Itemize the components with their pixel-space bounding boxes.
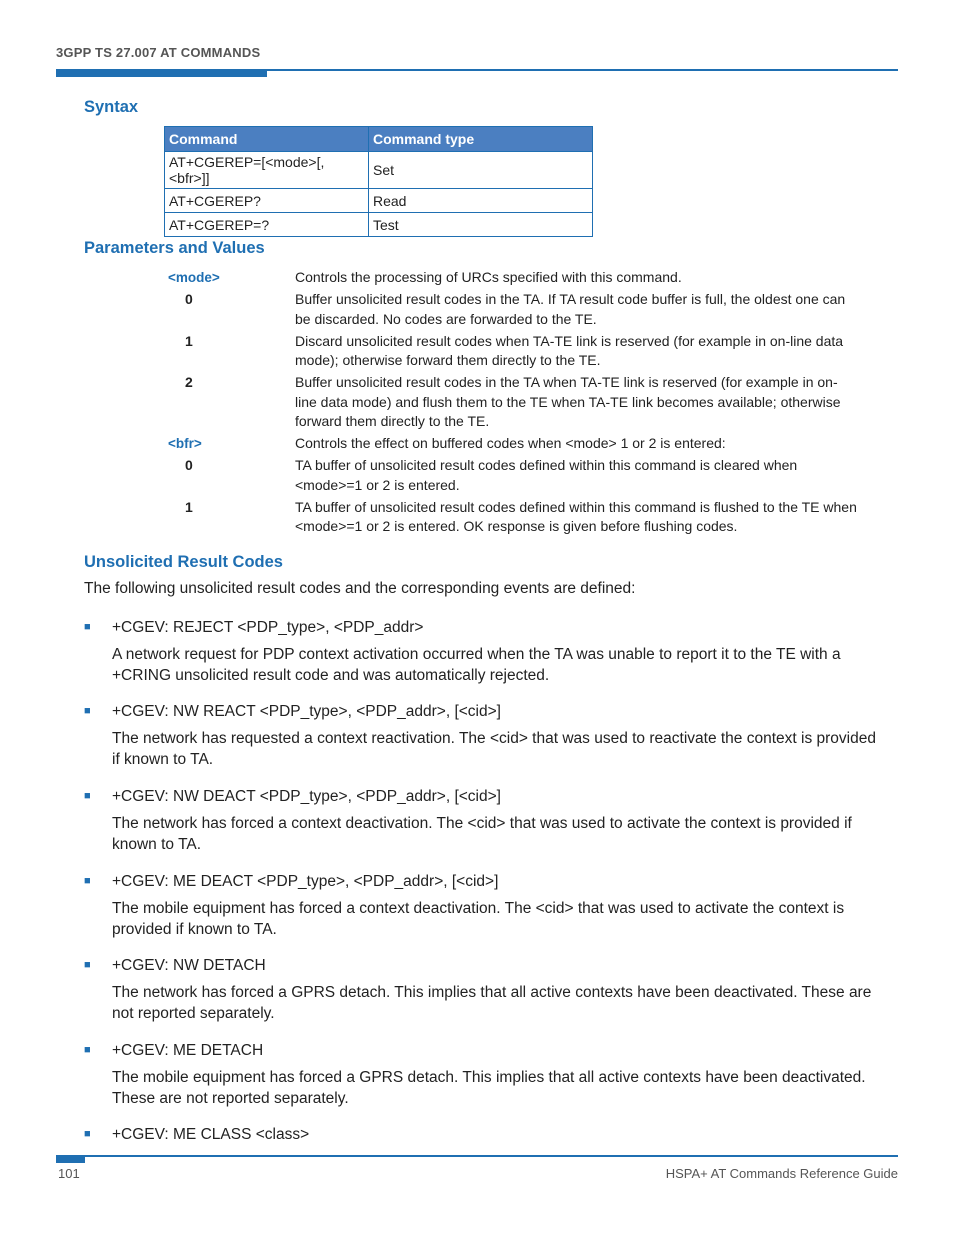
page-number: 101 [58,1166,80,1181]
list-item [84,786,884,855]
table-row [165,189,593,213]
syntax-table [164,126,593,237]
list-item [84,701,884,770]
square-bullet-icon: ■ [84,1128,91,1140]
urc-code: +CGEV: ME DEACT <PDP_type>, <PDP_addr>, [<cid>] [112,873,499,890]
square-bullet-icon: ■ [84,875,91,887]
square-bullet-icon: ■ [84,705,91,717]
table-row [165,152,593,189]
footer-doc-title: HSPA+ AT Commands Reference Guide [665,1166,898,1181]
urc-code: +CGEV: NW DEACT <PDP_type>, <PDP_addr>, [<cid>] [112,788,501,805]
urc-code: +CGEV: NW REACT <PDP_type>, <PDP_addr>, [<cid>] [112,703,501,720]
table-cell-type: Read [369,189,593,213]
table-row [165,213,593,237]
syntax-heading: Syntax [84,98,139,116]
value-row [168,290,858,329]
header-rule-block [56,69,267,77]
urc-description: The mobile equipment has forced a GPRS detach. This implies that all active contexts have been deactivated. These are not reported separately. [112,1069,866,1107]
list-item [84,955,884,1024]
value-row [168,456,858,495]
footer-rule-block [56,1155,85,1163]
square-bullet-icon: ■ [84,790,91,802]
list-item [84,1040,884,1109]
table-cell-command: AT+CGEREP=? [165,213,369,237]
urc-description: The network has forced a GPRS detach. This implies that all active contexts have been deactivated. These are not reported separately. [112,984,872,1022]
urc-intro: The following unsolicited result codes and the corresponding events are defined: [84,580,636,597]
urc-code: +CGEV: NW DETACH [112,957,266,974]
urc-code: +CGEV: REJECT <PDP_type>, <PDP_addr> [112,619,424,636]
list-item [84,617,884,686]
urc-description: The network has requested a context reactivation. The <cid> that was used to reactivate the context is provided if known to TA. [112,730,876,768]
param-description: Controls the processing of URCs specified with this command. [295,269,682,285]
param-row [168,434,858,454]
urc-heading: Unsolicited Result Codes [84,553,283,571]
value-row [168,498,858,537]
value-description: Buffer unsolicited result codes in the TA. If TA result code buffer is full, the oldest one can be discarded. No codes are forwarded to the TE. [295,291,846,327]
param-value: 2 [185,374,193,390]
param-description: Controls the effect on buffered codes when <mode> 1 or 2 is entered: [295,435,726,451]
value-description: Discard unsolicited result codes when TA-TE link is reserved (for example in on-line data mode); otherwise forward them directly to the TE. [295,332,844,368]
param-value: 1 [185,332,193,349]
urc-code: +CGEV: ME CLASS <class> [112,1126,310,1143]
param-row [168,268,858,288]
value-row [168,332,858,371]
parameters-list [168,268,858,539]
param-name: <mode> [168,270,220,285]
list-item [84,1124,884,1145]
urc-description: The mobile equipment has forced a context deactivation. The <cid> that was used to activate the context is provided if known to TA. [112,900,845,938]
column-header-command-type: Command type [369,127,593,152]
urc-description: The network has forced a context deactivation. The <cid> that was used to activate the context is provided if known to TA. [112,815,852,853]
square-bullet-icon: ■ [84,621,91,633]
table-header-row [165,127,593,152]
table-cell-type: Test [369,213,593,237]
param-value: 0 [185,457,193,473]
page-header-title: 3GPP TS 27.007 AT COMMANDS [56,45,261,60]
value-description: TA buffer of unsolicited result codes defined within this command is flushed to the TE when <mode>=1 or 2 is entered. OK response is given before flushing codes. [295,498,857,534]
parameters-heading: Parameters and Values [84,239,265,257]
urc-code: +CGEV: ME DETACH [112,1042,264,1059]
list-item [84,871,884,940]
footer-rule [56,1155,898,1157]
column-header-command: Command [165,127,369,152]
square-bullet-icon: ■ [84,1044,91,1056]
param-value: 0 [185,291,193,307]
table-cell-type: Set [369,152,593,189]
param-name: <bfr> [168,436,202,451]
table-cell-command: AT+CGEREP? [165,189,369,213]
param-value: 1 [185,498,193,515]
value-description: TA buffer of unsolicited result codes defined within this command is cleared when <mode>=1 or 2 is entered. [295,457,798,493]
value-row [168,373,858,432]
square-bullet-icon: ■ [84,959,91,971]
urc-description: A network request for PDP context activation occurred when the TA was unable to report it to the TE with a +CRING unsolicited result code and was automatically rejected. [112,646,841,684]
table-cell-command: AT+CGEREP=[<mode>[,<bfr>]] [165,152,369,189]
value-description: Buffer unsolicited result codes in the TA when TA-TE link is reserved (for example in on-line data mode) and flush them to the TE when TA-TE link becomes available; otherwise forward them directly to the TE. [295,374,841,429]
